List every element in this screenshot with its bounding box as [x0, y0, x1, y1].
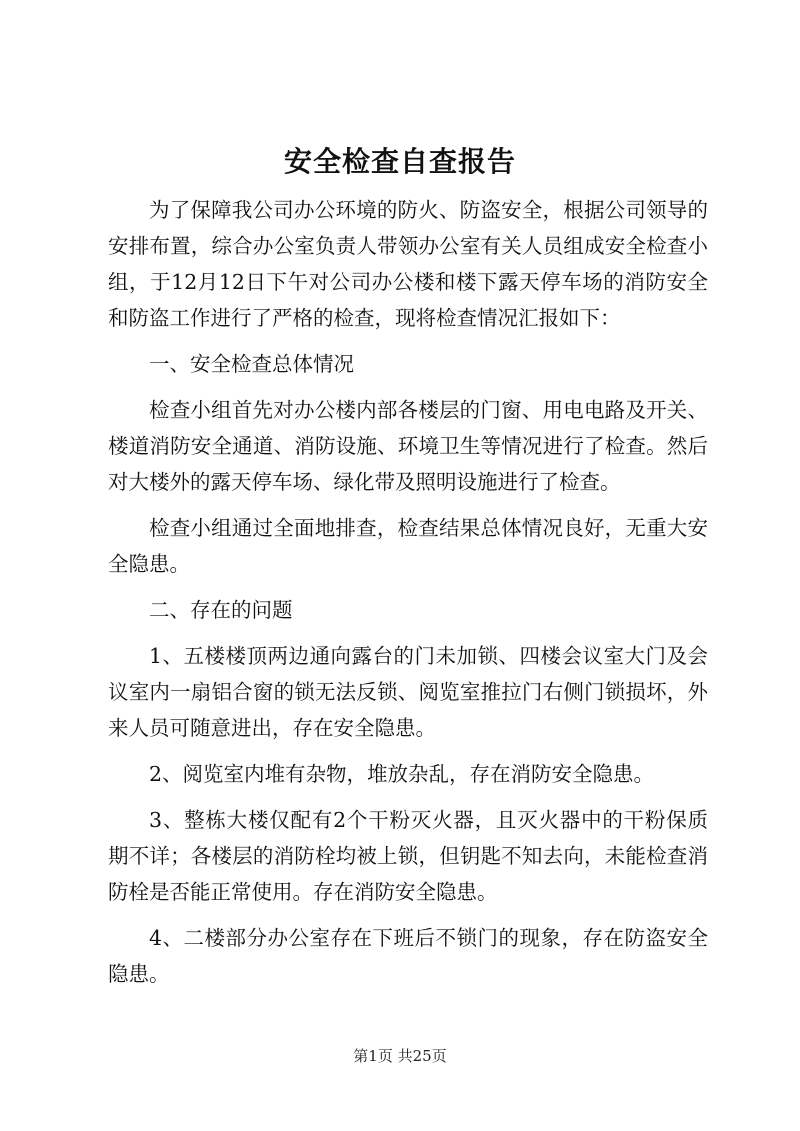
section-heading-overview: 一、安全检查总体情况: [149, 352, 354, 376]
problem-item-3: 3、整栋大楼仅配有2个干粉灭火器，且灭火器中的干粉保质期不详；各楼层的消防栓均被上锁，但钥匙不知去向，未能检查消防栓是否能正常使用。存在消防安全隐患。: [108, 808, 708, 904]
paragraph-inspection-scope: 检查小组首先对办公楼内部各楼层的门窗、用电电路及开关、楼道消防安全通道、消防设施、环境卫生等情况进行了检查。然后对大楼外的露天停车场、绿化带及照明设施进行了检查。: [108, 398, 708, 494]
problem-item-2: 2、阅览室内堆有杂物，堆放杂乱，存在消防安全隐患。: [149, 762, 655, 786]
page-number-footer: 第1页 共25页: [353, 1047, 447, 1065]
document-body: [108, 192, 708, 992]
problem-item-1: 1、五楼楼顶两边通向露台的门未加锁、四楼会议室大门及会议室内一扇铝合窗的锁无法反锁、阅览室推拉门右侧门锁损坏，外来人员可随意进出，存在安全隐患。: [108, 644, 708, 740]
problem-item-4: 4、二楼部分办公室存在下班后不锁门的现象，存在防盗安全隐患。: [108, 926, 708, 986]
document-title: 安全检查自查报告: [283, 145, 516, 178]
section-heading-problems: 二、存在的问题: [149, 598, 293, 622]
paragraph-intro: 为了保障我公司办公环境的防火、防盗安全，根据公司领导的安排布置，综合办公室负责人带领办公室有关人员组成安全检查小组，于12月12日下午对公司办公楼和楼下露天停车场的消防安全和防盗工作进行了严格的检查，现将检查情况汇报如下：: [108, 198, 708, 330]
paragraph-inspection-result: 检查小组通过全面地排查，检查结果总体情况良好，无重大安全隐患。: [108, 516, 708, 576]
